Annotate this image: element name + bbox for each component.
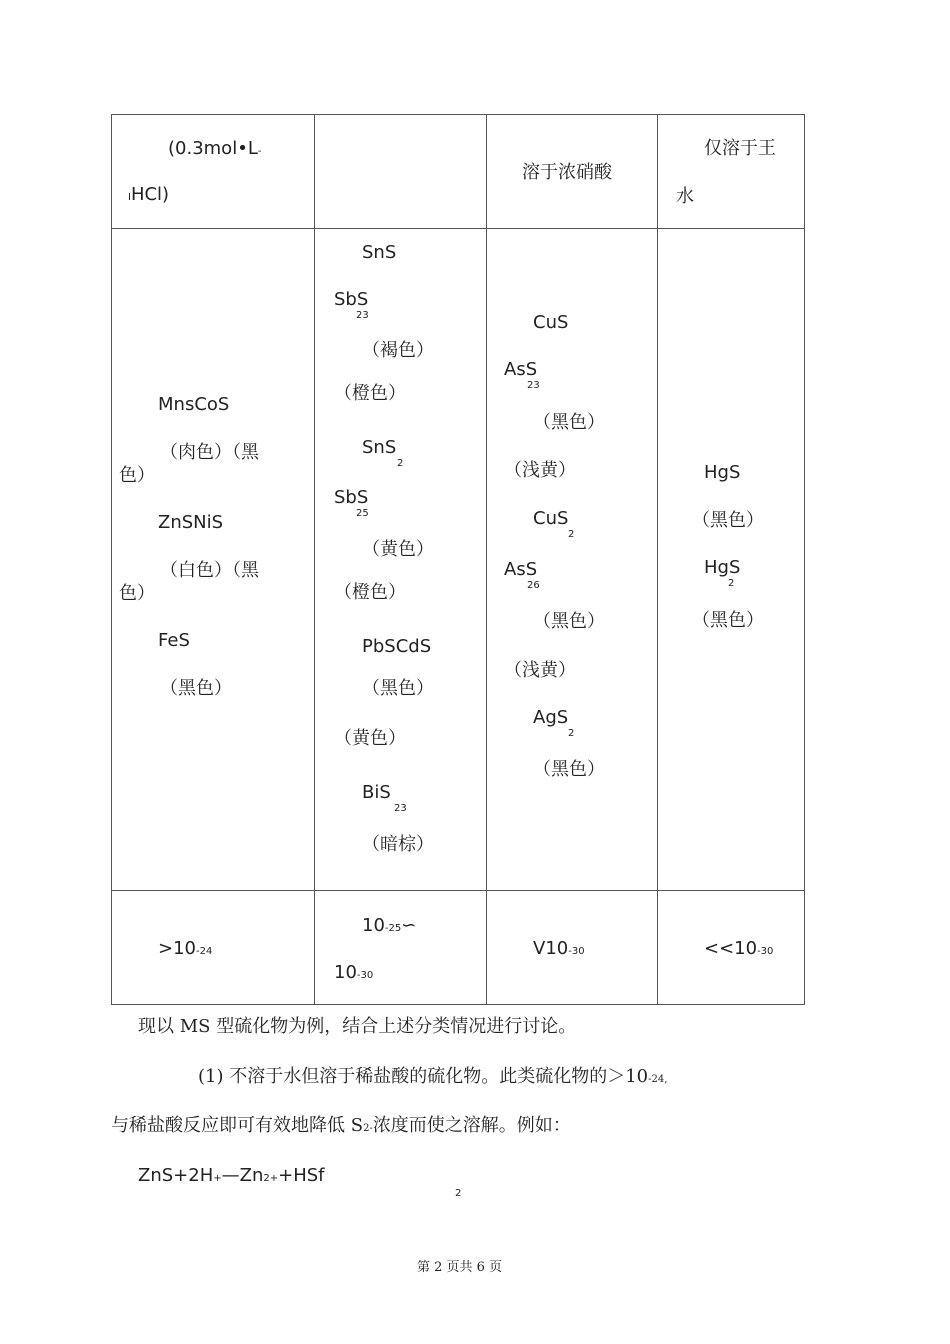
color-label: （黑色）	[692, 610, 764, 631]
color-label: （白色）（黑	[160, 560, 259, 581]
table-border-left	[111, 114, 112, 1005]
table-col-divider	[314, 114, 315, 1005]
color-label: （黄色）	[362, 539, 434, 560]
ksp-col4: <<10-30	[704, 938, 774, 959]
color-label: （暗棕）	[362, 834, 434, 855]
formula-hgs2: HgS	[704, 557, 741, 578]
color-label: 色）	[119, 583, 155, 604]
color-label: （黑色）	[362, 678, 434, 699]
subscript: 23	[356, 310, 369, 321]
table-row-divider	[111, 890, 805, 891]
table-col-divider	[657, 114, 658, 1005]
formula-sns: SnS	[362, 242, 397, 263]
subscript: 23	[394, 803, 407, 814]
table-col-divider	[486, 114, 487, 1005]
formula-fes: FeS	[158, 630, 190, 651]
table-border-right	[804, 114, 805, 1005]
color-label: （黑色）	[533, 412, 605, 433]
subscript: 2	[728, 578, 735, 589]
color-label: （浅黄）	[504, 660, 576, 681]
page-number: 第 2 页共 6 页	[417, 1260, 503, 1275]
equation: ZnS+2H+—Zn2++HSf	[138, 1165, 325, 1186]
table-border-bottom	[111, 1004, 805, 1005]
color-label: （黑色）	[692, 510, 764, 531]
formula-ass-26: AsS	[504, 559, 538, 580]
formula-bis: BiS	[362, 782, 391, 803]
subscript: 2	[568, 529, 575, 540]
subscript: 23	[527, 380, 540, 391]
formula-cus2: CuS	[533, 508, 569, 529]
paragraph-continuation: 与稀盐酸反应即可有效地降低 S2-浓度而使之溶解。例如：	[111, 1115, 571, 1136]
formula-sbs-23: SbS	[334, 289, 369, 310]
formula-cus: CuS	[533, 312, 569, 333]
color-label: （橙色）	[334, 383, 406, 404]
color-label: （黑色）	[533, 759, 605, 780]
subscript: 26	[527, 580, 540, 591]
color-label: （黄色）	[334, 728, 406, 749]
color-label: （黑色）	[533, 611, 605, 632]
formula-ags: AgS	[533, 707, 569, 728]
color-label: （浅黄）	[504, 460, 576, 481]
header-conc-nitric: 溶于浓硝酸	[522, 162, 612, 183]
equation-subscript: 2	[455, 1188, 462, 1199]
formula-ass-23: AsS	[504, 359, 538, 380]
formula-mns-cos: MnsCoS	[158, 394, 230, 415]
formula-zns-nis: ZnSNiS	[158, 512, 224, 533]
paragraph-intro: 现以 MS 型硫化物为例，结合上述分类情况进行讨论。	[138, 1016, 577, 1037]
table-border-top	[111, 114, 805, 115]
color-label: （褐色）	[362, 340, 434, 361]
color-label: 色）	[119, 465, 155, 486]
header-aqua-regia-line2: 水	[676, 186, 694, 207]
color-label: （橙色）	[334, 582, 406, 603]
ksp-col1: >10-24	[158, 938, 213, 959]
subscript: 2	[397, 458, 404, 469]
color-label: （黑色）	[160, 678, 232, 699]
header-hcl-line2: IHCl)	[128, 184, 170, 205]
header-aqua-regia-line1: 仅溶于王	[704, 138, 776, 159]
paragraph-item-1: (1) 不溶于水但溶于稀盐酸的硫化物。此类硫化物的＞10-24,	[198, 1066, 668, 1087]
ksp-col2-line2: 10-30	[334, 962, 374, 983]
subscript: 25	[356, 508, 369, 519]
color-label: （肉色）（黑	[160, 442, 259, 463]
ksp-col3: V10-30	[533, 938, 585, 959]
formula-hgs: HgS	[704, 462, 741, 483]
header-hcl-line1: (0.3mol•L-	[168, 138, 262, 159]
formula-pbs-cds: PbSCdS	[362, 636, 432, 657]
ksp-col2-line1: 10-25∽	[362, 915, 417, 936]
table-row-divider	[111, 228, 805, 229]
formula-sbs-25: SbS	[334, 487, 369, 508]
subscript: 2	[568, 728, 575, 739]
formula-sns2: SnS	[362, 437, 397, 458]
